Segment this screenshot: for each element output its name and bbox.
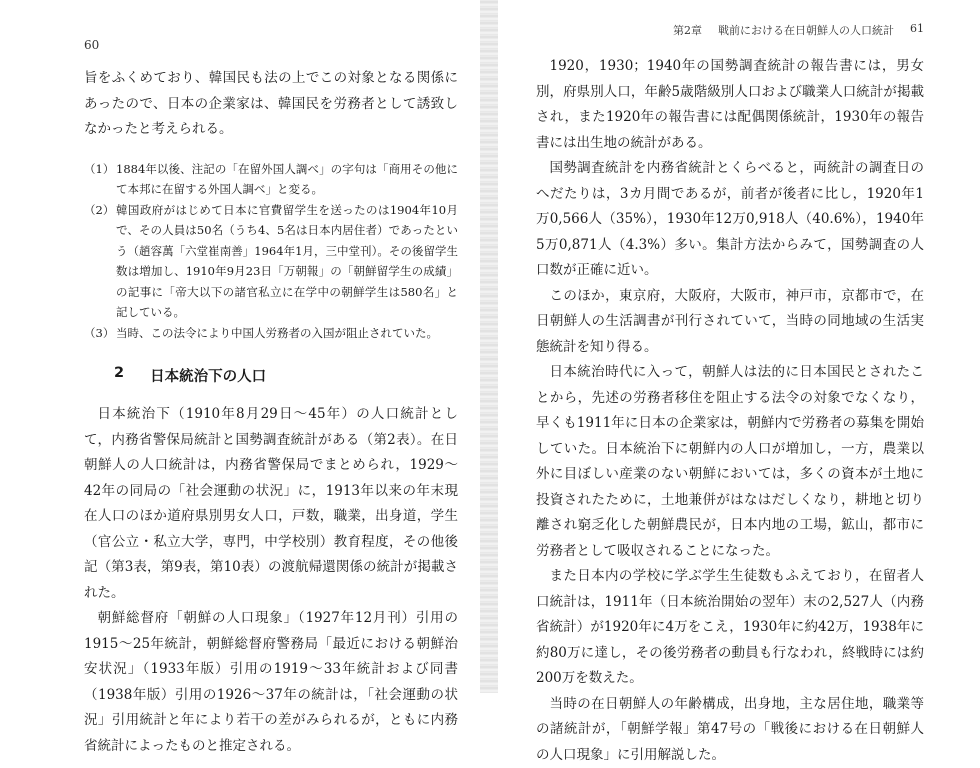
section-title: 日本統治下の人口 [150, 365, 266, 386]
right-page [492, 0, 980, 693]
continuation-paragraph: 旨をふくめており、韓国民も法の上でこの対象となる関係にあったので、日本の企業家は、韓国民を労務者として誘致しなかったと考えられる。 [84, 66, 458, 143]
chapter-label: 第2章 [673, 22, 702, 38]
body-paragraph: 国勢調査統計を内務省統計とくらべると，両統計の調査日のへだたりは，3カ月間であるが，前者が後者に比し，1920年1万0,566人（35%），1930年12万0,918人（40.6%），1940年5万0,871人（4.3%）多い。集計方法からみて，国勢調査の人口数が正確に近い。 [536, 156, 924, 284]
section-number: 2 [114, 365, 124, 386]
body-paragraph: 日本統治時代に入って，朝鮮人は法的に日本国民とされたことから，先述の労務者移住を阻止する法令の対象でなくなり，早くも1911年に日本の企業家は，朝鮮内で労務者の募集を開始していた。日本統治下に朝鮮内の人口が増加し，一方，農業以外に目ぼしい産業のない朝鮮においては，多くの資本が土地に投資されたために，土地兼併がはなはだしくなり，耕地と切り離され窮乏化した朝鮮農民が，日本内地の工場，鉱山，都市に労務者として吸収されることになった。 [536, 360, 924, 564]
running-title: 戦前における在日朝鮮人の人口統計 [718, 22, 894, 38]
left-page [0, 0, 488, 693]
right-body [536, 54, 924, 768]
body-paragraph: 当時の在日朝鮮人の年齢構成，出身地，主な居住地，職業等の諸統計が，「朝鮮学報」第47号の「戦後における在日朝鮮人の人口現象」に引用解説した。 [536, 692, 924, 768]
footnote-number: （1） [84, 159, 116, 200]
body-paragraph: 日本統治下（1910年8月29日〜45年）の人口統計として，内務省警保局統計と国勢調査統計がある（第2表）。在日朝鮮人の人口統計は，内務省警保局でまとめられ，1929〜42年の同局の「社会運動の状況」に，1913年以来の年末現在人口のほか道府県別男女人口，戸数，職業，出身道，学生（官公立・私立大学，専門，中学校別）教育程度，その他後記（第3表，第9表，第10表）の渡航帰還関係の統計が掲載された。 [84, 402, 458, 606]
left-body [84, 402, 458, 759]
page-number-left: 60 [84, 38, 458, 52]
section-heading [114, 365, 458, 386]
footnotes [84, 159, 458, 344]
footnote-text: 当時、この法令により中国人労務者の入国が阻止されていた。 [116, 323, 458, 344]
footnote-text: 韓国政府がはじめて日本に官費留学生を送ったのは1904年10月で、その人員は50名（うち4、5名は日本内居住者）であったという（趙容萬「六堂崔南善」1964年1月，三中堂刊）。その後留学生数は増加し、1910年9月23日「万朝報」の「朝鮮留学生の成績」の記事に「帝大以下の諸官私立に在学中の朝鮮学生は580名」と記している。 [116, 200, 458, 323]
body-paragraph: また日本内の学校に学ぶ学生生徒数もふえており，在留者人口統計は，1911年（日本統治開始の翌年）末の2,527人（内務省統計）が1920年に4万をこえ，1930年に約42万，1938年に約80万に達し，その後労務者の動員も行なわれ，終戦時には約200万を数えた。 [536, 564, 924, 692]
page-number-right: 61 [910, 22, 924, 38]
footnote-1 [84, 159, 458, 200]
footnote-text: 1884年以後、注記の「在留外国人調べ」の字句は「商用その他にて本邦に在留する外国人調べ」と変る。 [116, 159, 458, 200]
body-paragraph: 朝鮮総督府「朝鮮の人口現象」（1927年12月刊）引用の1915〜25年統計，朝鮮総督府警務局「最近における朝鮮治安状況」（1933年版）引用の1919〜33年統計および同書（1938年版）引用の1926〜37年の統計は，「社会運動の状況」引用統計と年により若干の差がみられるが，ともに内務省統計によったものと推定される。 [84, 606, 458, 759]
footnote-3 [84, 323, 458, 344]
body-paragraph: 1920，1930；1940年の国勢調査統計の報告書には，男女別，府県別人口，年齢5歳階級別人口および職業人口統計が掲載され，また1920年の報告書には配偶関係統計，1930年の報告書には出生地の統計がある。 [536, 54, 924, 156]
running-header [536, 22, 924, 38]
body-paragraph: このほか，東京府，大阪府，大阪市，神戸市，京都市で，在日朝鮮人の生活調書が刊行されていて，当時の同地域の生活実態統計を知り得る。 [536, 284, 924, 361]
footnote-number: （3） [84, 323, 116, 344]
footnote-2 [84, 200, 458, 323]
footnote-number: （2） [84, 200, 116, 323]
